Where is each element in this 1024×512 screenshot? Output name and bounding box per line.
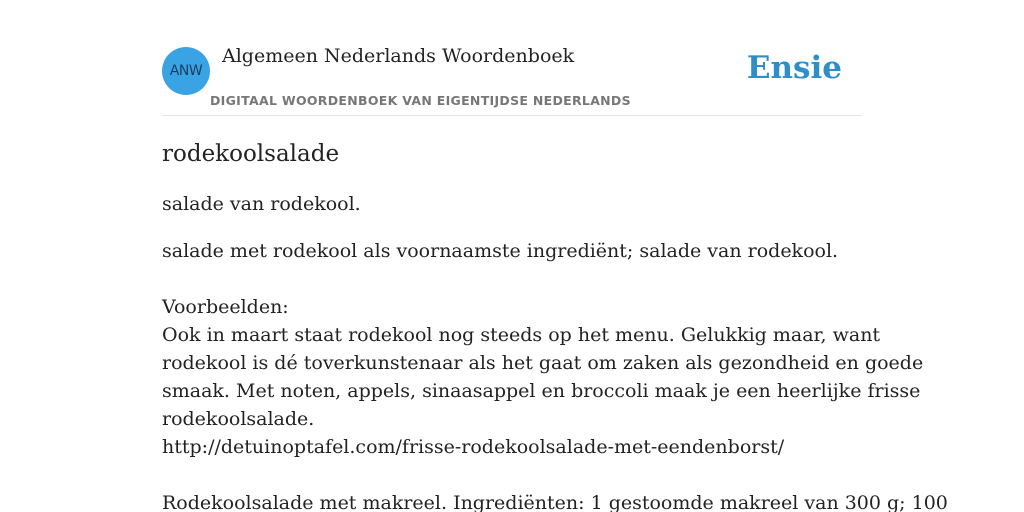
logo-text: ANW (169, 63, 203, 79)
ensie-brand-logo[interactable]: Ensie (746, 50, 842, 86)
spacer (162, 265, 862, 293)
site-title[interactable]: Algemeen Nederlands Woordenboek (222, 45, 575, 67)
example-line: rodekool is dé toverkunstenaar als het gaat om zaken als gezondheid en goede (162, 352, 924, 374)
anw-logo[interactable] (162, 47, 210, 95)
spacer (162, 461, 862, 489)
example-line: Ook in maart staat rodekool nog steeds op het menu. Gelukkig maar, want (162, 324, 881, 346)
examples-label: Voorbeelden: (162, 296, 289, 318)
site-header (162, 0, 862, 116)
long-definition: salade met rodekool als voornaamste ingrediënt; salade van rodekool. (162, 240, 839, 262)
entry-title: rodekoolsalade (162, 141, 340, 167)
example-line: rodekoolsalade. (162, 408, 315, 430)
entry-content (162, 138, 948, 512)
example-line: Rodekoolsalade met makreel. Ingrediënten: 1 gestoomde makreel van 300 g; 100 (162, 492, 948, 512)
site-subtitle: DIGITAAL WOORDENBOEK VAN EIGENTIJDSE NEDERLANDS (210, 93, 631, 108)
example-source-link[interactable]: http://detuinoptafel.com/frisse-rodekoolsalade-met-eendenborst/ (162, 436, 785, 458)
short-definition: salade van rodekool. (162, 193, 361, 215)
long-definition-block (162, 237, 948, 512)
example-line: smaak. Met noten, appels, sinaasappel en broccoli maak je een heerlijke frisse (162, 380, 921, 402)
